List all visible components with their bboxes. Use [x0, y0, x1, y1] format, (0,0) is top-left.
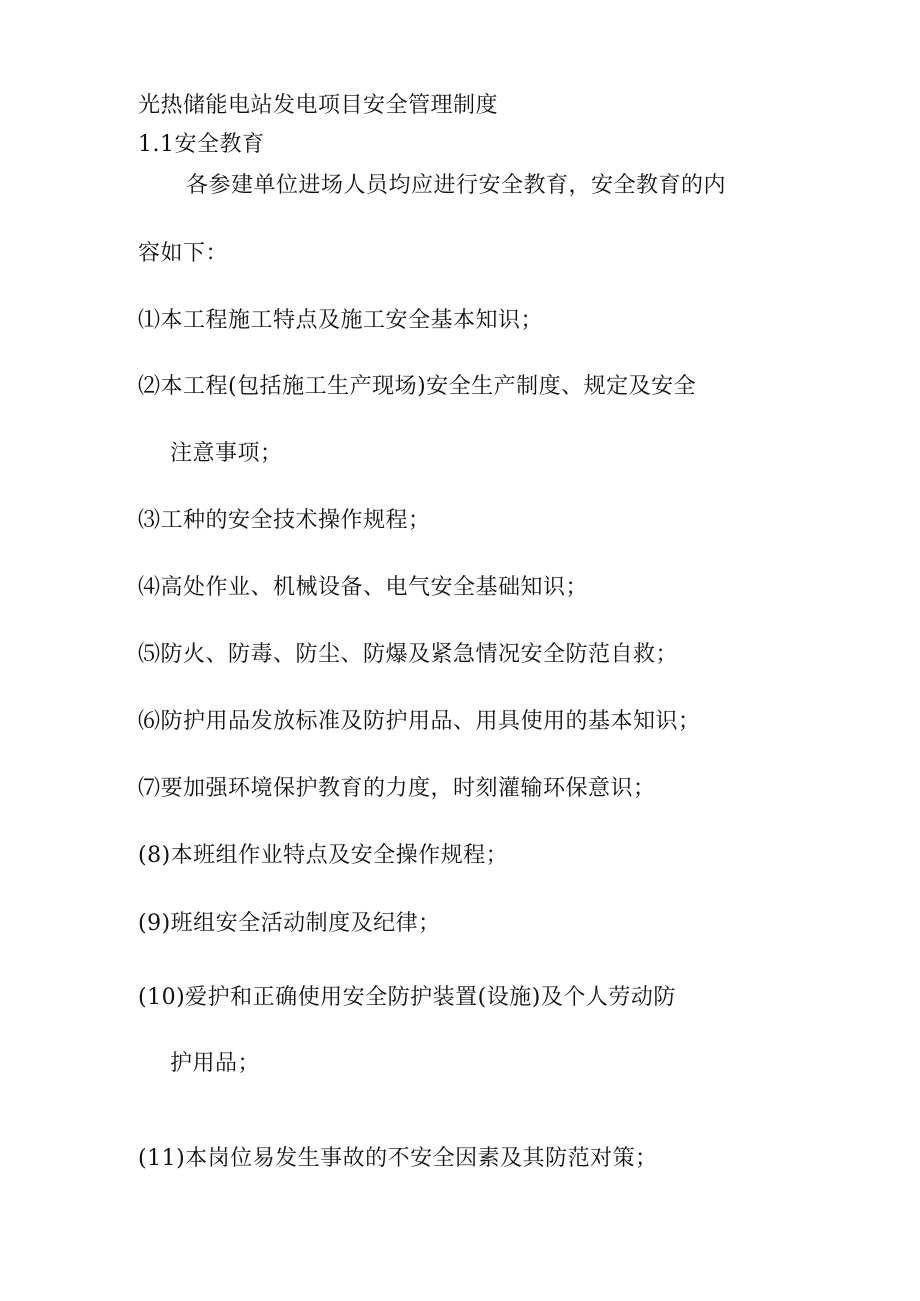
- list-item: ⑵本工程(包括施工生产现场)安全生产制度、规定及安全: [138, 374, 697, 399]
- list-item: ⑺要加强环境保护教育的力度，时刻灌输环保意识；: [138, 776, 656, 801]
- list-item: ⑷高处作业、机械设备、电气安全基础知识；: [138, 575, 589, 600]
- list-item: (8)本班组作业特点及安全操作规程；: [138, 843, 509, 868]
- list-item: ⑴本工程施工特点及施工安全基本知识；: [138, 308, 544, 333]
- list-item: ⑸防火、防毒、防尘、防爆及紧急情况安全防范自救；: [138, 642, 679, 667]
- list-item: ⑶工种的安全技术操作规程；: [138, 508, 431, 533]
- list-item-continued: 护用品；: [170, 1051, 261, 1076]
- list-item: ⑹防护用品发放标准及防护用品、用具使用的基本知识；: [138, 709, 701, 734]
- section-heading: 1.1安全教育: [138, 132, 265, 157]
- list-item: (11)本岗位易发生事故的不安全因素及其防范对策；: [138, 1146, 658, 1171]
- intro-text: 各参建单位进场人员均应进行安全教育，安全教育的内: [186, 173, 727, 198]
- list-item: (10)爱护和正确使用安全防护装置(设施)及个人劳动防: [138, 985, 676, 1010]
- document-title: 光热储能电站发电项目安全管理制度: [138, 93, 499, 118]
- intro-text-continued: 容如下：: [138, 241, 229, 266]
- list-item: (9)班组安全活动制度及纪律；: [138, 911, 441, 936]
- list-item-continued: 注意事项；: [170, 441, 283, 466]
